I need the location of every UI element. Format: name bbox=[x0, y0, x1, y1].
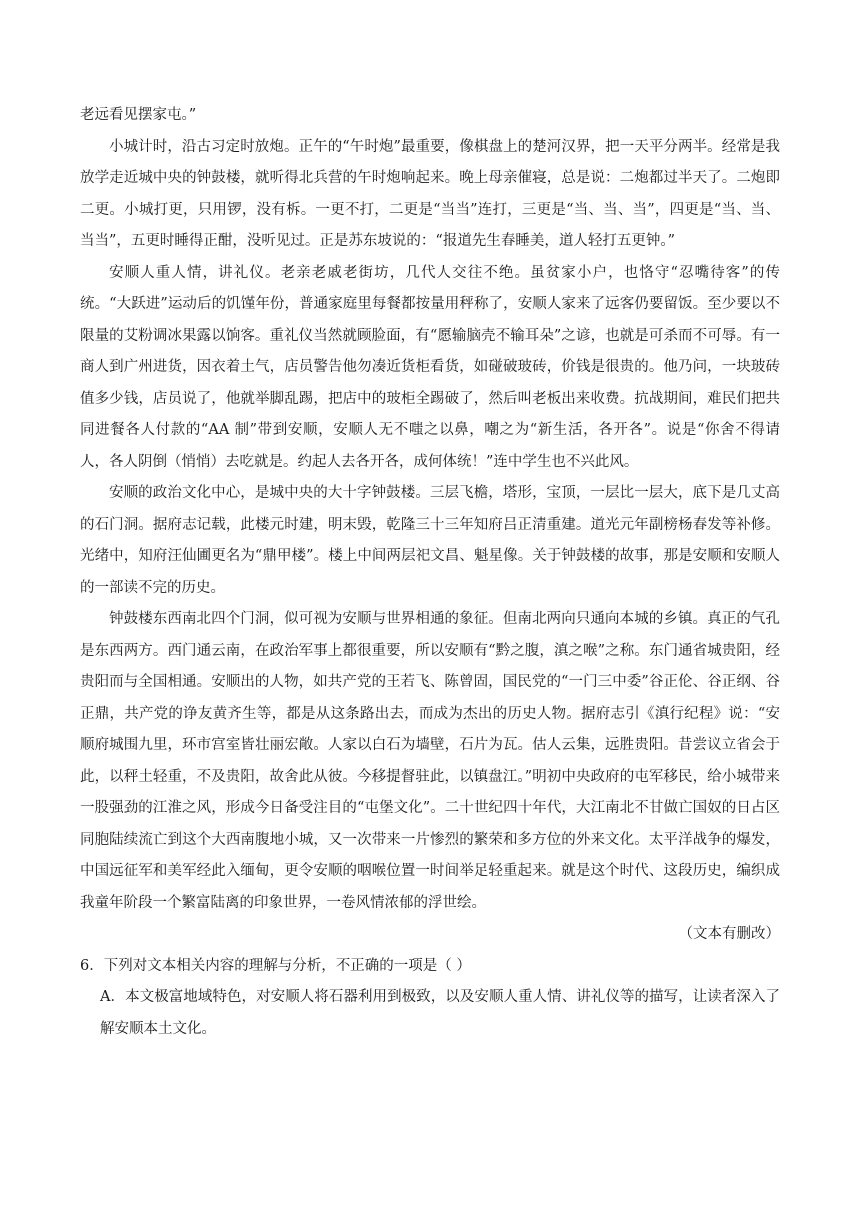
paragraph-etiquette: 安顺人重人情，讲礼仪。老亲老戚老街坊，几代人交往不绝。虽贫家小户，也恪守“忍嘴待客”的传统。“大跃进”运动后的饥馑年份，普通家庭里每餐都按量用秤称了，安顺人家来了远客仍要留饭。至少要以不限量的艾粉调冰果露以饷客。重礼仪当然就顾脸面，有“愿输脑壳不输耳朵”之谚，也就是可杀而不可辱。有一商人到广州进货，因衣着土气，店员警告他勿凑近货柜看货，如碰破玻砖，价钱是很贵的。他乃问，一块玻砖值多少钱，店员说了，他就举脚乱踢，把店中的玻柜全踢破了，然后叫老板出来收费。抗战期间，难民们把共同进餐各人付款的“AA 制”带到安顺，安顺人无不嗤之以鼻，嘲之为“新生活，各开各”。说是“你舍不得请人，各人阴倒（悄悄）去吃就是。约起人去各开各，成何体统！”连中学生也不兴此风。 bbox=[80, 264, 780, 470]
paragraph-bell-tower: 安顺的政治文化中心，是城中央的大十字钟鼓楼。三层飞檐，塔形，宝顶，一层比一层大，底下是几丈高的石门洞。据府志记载，此楼元时建，明末毁，乾隆三十三年知府吕正清重建。道光元年副榜杨春发等补修。光绪中，知府汪仙圃更名为“鼎甲楼”。楼上中间两层祀文昌、魁星像。关于钟鼓楼的故事，那是安顺和安顺人的一部读不完的历史。 bbox=[80, 485, 780, 596]
question-stem: 6．下列对文本相关内容的理解与分析，不正确的一项是（ ） bbox=[80, 957, 471, 974]
document-page bbox=[80, 100, 780, 1045]
option-a-text: 本文极富地域特色，对安顺人将石器利用到极致，以及安顺人重人情、讲礼仪等的描写，让读者深入了解安顺本土文化。 bbox=[100, 989, 780, 1037]
option-a-label: A． bbox=[100, 989, 126, 1005]
option-a bbox=[80, 982, 780, 1045]
paragraph-continuation: 老远看见摆家屯。” bbox=[80, 107, 197, 123]
paragraph-gates: 钟鼓楼东西南北四个门洞，似可视为安顺与世界相通的象征。但南北两向只通向本城的乡镇。真正的气孔是东西两方。西门通云南，在政治军事上都很重要，所以安顺有“黔之腹，滇之喉”之称。东门通省城贵阳，经贵阳而与全国相通。安顺出的人物，如共产党的王若飞、陈曾固，国民党的“一门三中委”谷正伦、谷正纲、谷正鼎，共产党的诤友黄齐生等，都是从这条路出去，而成为杰出的历史人物。据府志引《滇行纪程》说：“安顺府城围九里，环市宫室皆壮丽宏敞。人家以白石为墙壁，石片为瓦。估人云集，远胜贵阳。昔尝议立省会于此，以秤土轻重，不及贵阳，故舍此从彼。今移提督驻此，以镇盘江。”明初中央政府的屯军移民，给小城带来一股强劲的江淮之风，形成今日备受注目的“屯堡文化”。二十世纪四十年代，大江南北不甘做亡国奴的日占区同胞陆续流亡到这个大西南腹地小城，又一次带来一片惨烈的繁荣和多方位的外来文化。太平洋战争的爆发，中国远征军和美军经此入缅甸，更令安顺的咽喉位置一时间举足轻重起来。就是这个时代、这段历史，编织成我童年阶段一个繁富陆离的印象世界，一卷风情浓郁的浮世绘。 bbox=[80, 611, 780, 911]
paragraph-timekeeping: 小城计时，沿古习定时放炮。正午的“午时炮”最重要，像棋盘上的楚河汉界，把一天平分两半。经常是我放学走近城中央的钟鼓楼，就听得北兵营的午时炮响起来。晚上母亲催寝，总是说：二炮都过半天了。二炮即二更。小城打更，只用锣，没有柝。一更不打，二更是“当当”连打，三更是“当、当、当”，四更是“当、当、当当”，五更时睡得正酣，没听见过。正是苏东坡说的：“报道先生春睡美，道人轻打五更钟。” bbox=[80, 138, 780, 249]
source-note: （文本有删改） bbox=[678, 926, 780, 942]
